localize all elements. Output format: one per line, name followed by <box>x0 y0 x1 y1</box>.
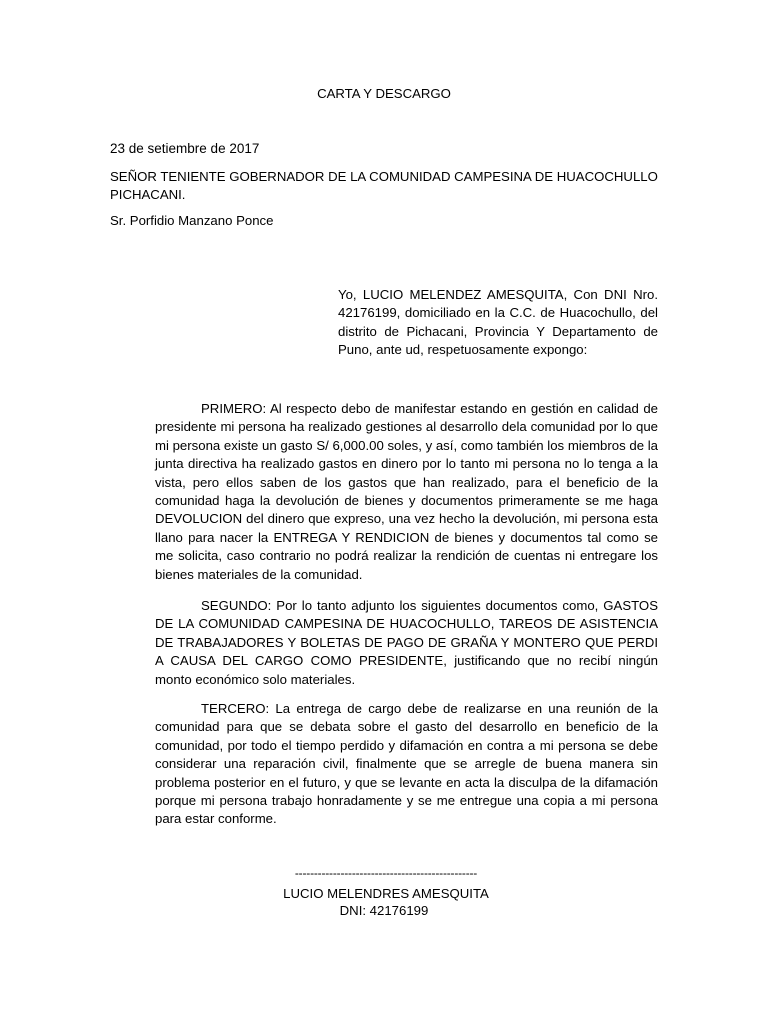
document-title: CARTA Y DESCARGO <box>317 86 451 101</box>
paragraph-tercero: TERCERO: La entrega de cargo debe de realizarse en una reunión de la comunidad para que se debata sobre el gasto del desarrollo en beneficio de la comunidad, por todo el tiempo perdido y difamación en contra a mi persona se debe considerar una reparación civil, finalmente que se arregle de buena manera sin problema posterior en el futuro, y que se levante en acta la disculpa de la difamación porque mi persona trabajo honradamente y se me entregue una copia a mi persona para estar conforme. <box>155 701 658 827</box>
addressee: SEÑOR TENIENTE GOBERNADOR DE LA COMUNIDAD CAMPESINA DE HUACOCHULLO PICHACANI. <box>110 169 658 202</box>
signature-dni: DNI: 42176199 <box>339 903 429 918</box>
document-date: 23 de setiembre de 2017 <box>110 141 260 156</box>
intro-paragraph: Yo, LUCIO MELENDEZ AMESQUITA, Con DNI Nro. 42176199, domiciliado en la C.C. de Huacochullo, del distrito de Pichacani, Provincia Y Departamento de Puno, ante ud, respetuosamente expongo: <box>338 287 658 357</box>
signature-name: LUCIO MELENDRES AMESQUITA <box>283 886 489 901</box>
paragraph-primero: PRIMERO: Al respecto debo de manifestar estando en gestión en calidad de presidente mi persona ha realizado gestiones al desarrollo dela comunidad por lo que mi persona existe un gasto S/ 6,000.00 soles, y así, como también los miembros de la junta directiva ha realizado gastos en dinero por lo tanto mi persona no lo tenga a la vista, pero ellos saben de los gastos que han realizado, para el beneficio de la comunidad haga la devolución de bienes y documentos primeramente se me haga DEVOLUCION del dinero que expreso, una vez hecho la devolución, mi persona esta llano para nacer la ENTREGA Y RENDICION de bienes y documentos tal como se me solicita, caso contrario no podrá realizar la rendición de cuentas ni entregare los bienes materiales de la comunidad. <box>155 401 658 582</box>
addressee-name: Sr. Porfidio Manzano Ponce <box>110 213 274 228</box>
signature-line: ------------------------------------------------ <box>294 866 478 880</box>
paragraph-segundo: SEGUNDO: Por lo tanto adjunto los siguientes documentos como, GASTOS DE LA COMUNIDAD CAMPESINA DE HUACOCHULLO, TAREOS DE ASISTENCIA DE TRABAJADORES Y BOLETAS DE PAGO DE GRAÑA Y MONTERO QUE PERDI A CAUSA DEL CARGO COMO PRESIDENTE, justificando que no recibí ningún monto económico solo materiales. <box>155 598 658 687</box>
